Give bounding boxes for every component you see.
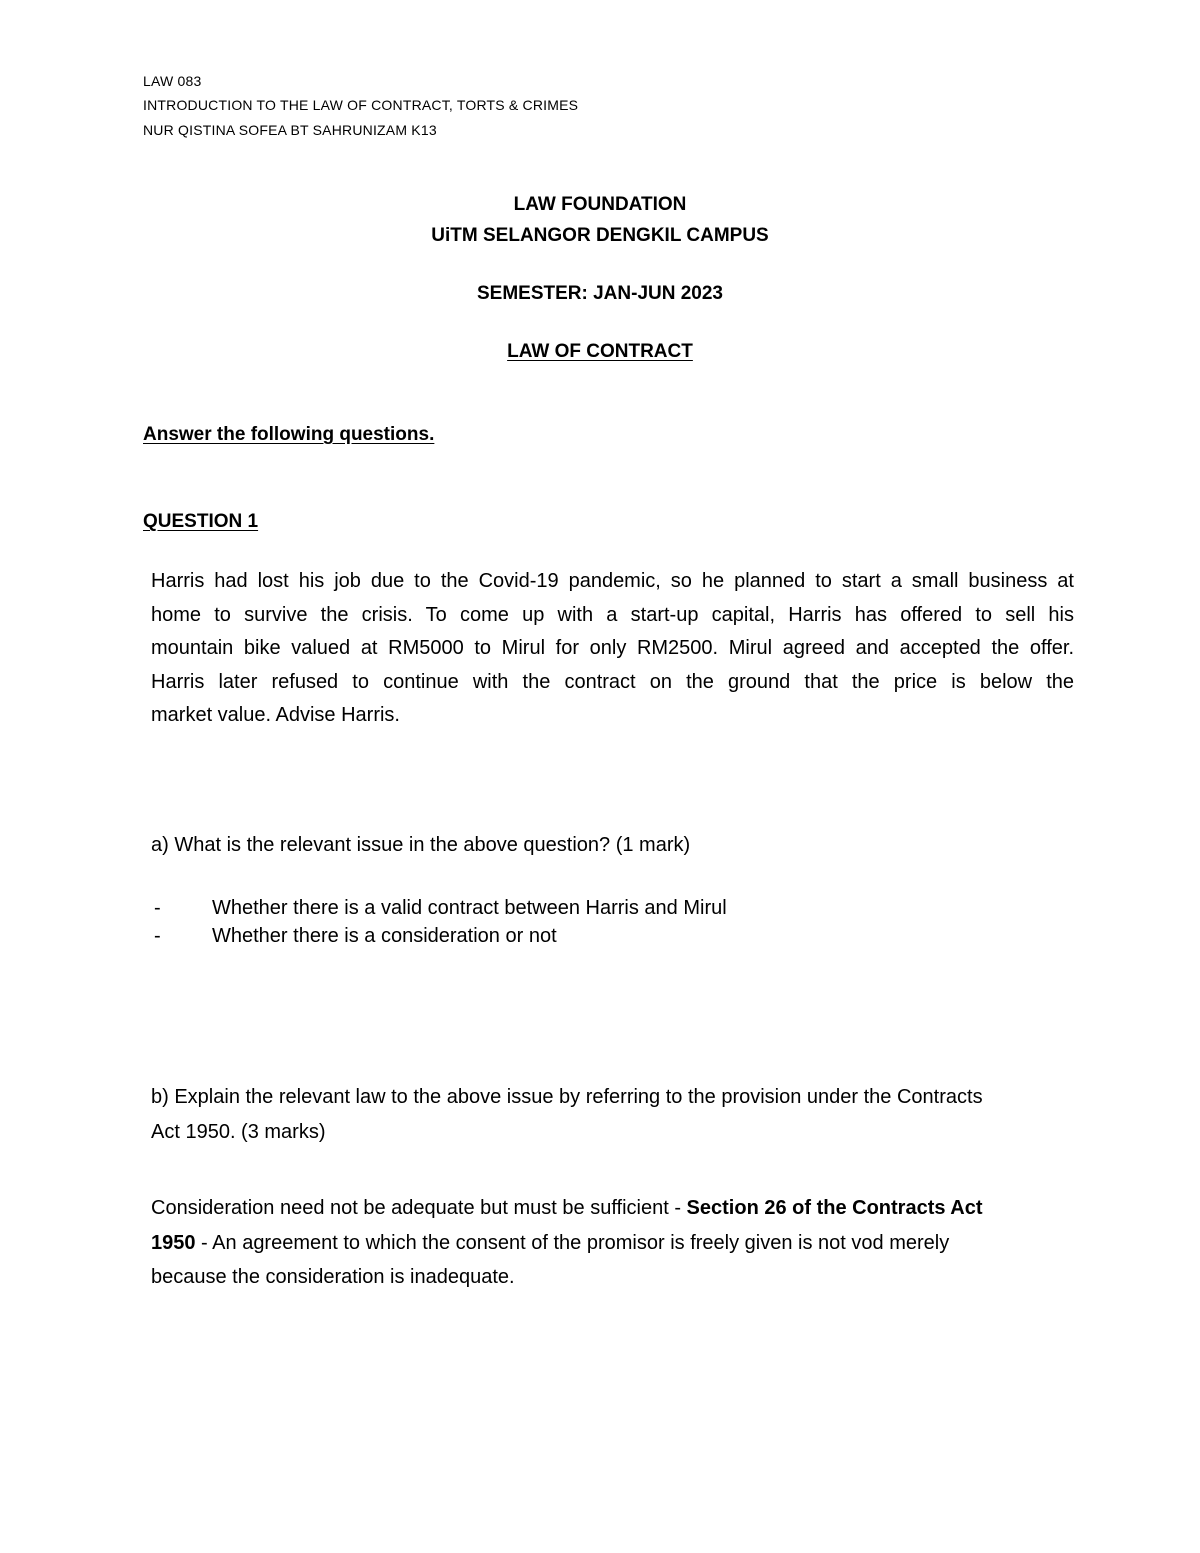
scenario-line: Harris later refused to continue with the contract on the ground that the price is below the	[151, 670, 1074, 693]
bullet-text: Whether there is a valid contract between Harris and Mirul	[212, 897, 727, 919]
question-1-heading: QUESTION 1	[143, 511, 259, 532]
bullet-marker: -	[154, 897, 161, 919]
section-reference: Section 26 of the Contracts Act	[686, 1197, 983, 1219]
subject-title-text: LAW OF CONTRACT	[507, 341, 693, 362]
instructions: Answer the following questions.	[143, 424, 435, 445]
course-title: INTRODUCTION TO THE LAW OF CONTRACT, TORTS & CRIMES	[143, 97, 579, 113]
part-b-question-line2: Act 1950. (3 marks)	[151, 1121, 326, 1143]
question-1-scenario	[151, 565, 1074, 733]
course-code: LAW 083	[143, 73, 202, 89]
program-title: LAW FOUNDATION	[513, 194, 687, 215]
part-b-answer-line1	[151, 1197, 983, 1220]
scenario-line: mountain bike valued at RM5000 to Mirul for only RM2500. Mirul agreed and accepted the offer.	[151, 637, 1074, 659]
section-reference-year: 1950	[151, 1232, 196, 1254]
scenario-line: market value. Advise Harris.	[151, 704, 400, 726]
bullet-marker: -	[154, 925, 161, 947]
semester-title: SEMESTER: JAN-JUN 2023	[476, 283, 724, 304]
part-b-question-line1: b) Explain the relevant law to the above issue by referring to the provision under the Contracts	[151, 1086, 983, 1108]
answer-plain-text: Consideration need not be adequate but must be sufficient -	[151, 1197, 687, 1219]
scenario-line: Harris had lost his job due to the Covid-19 pandemic, so he planned to start a small business at	[151, 570, 1074, 592]
part-a-question: a) What is the relevant issue in the above question? (1 mark)	[151, 834, 691, 856]
campus-title: UiTM SELANGOR DENGKIL CAMPUS	[431, 225, 769, 246]
student-name: NUR QISTINA SOFEA BT SAHRUNIZAM K13	[143, 122, 437, 138]
part-b-answer-line3: because the consideration is inadequate.	[151, 1266, 515, 1288]
bullet-text: Whether there is a consideration or not	[212, 925, 557, 947]
answer-plain-text: - An agreement to which the consent of the promisor is freely given is not vod merely	[195, 1232, 950, 1254]
scenario-line: home to survive the crisis. To come up with a start-up capital, Harris has offered to sell his	[151, 603, 1074, 626]
part-b-answer-line2	[151, 1232, 949, 1255]
subject-title	[0, 341, 1200, 363]
